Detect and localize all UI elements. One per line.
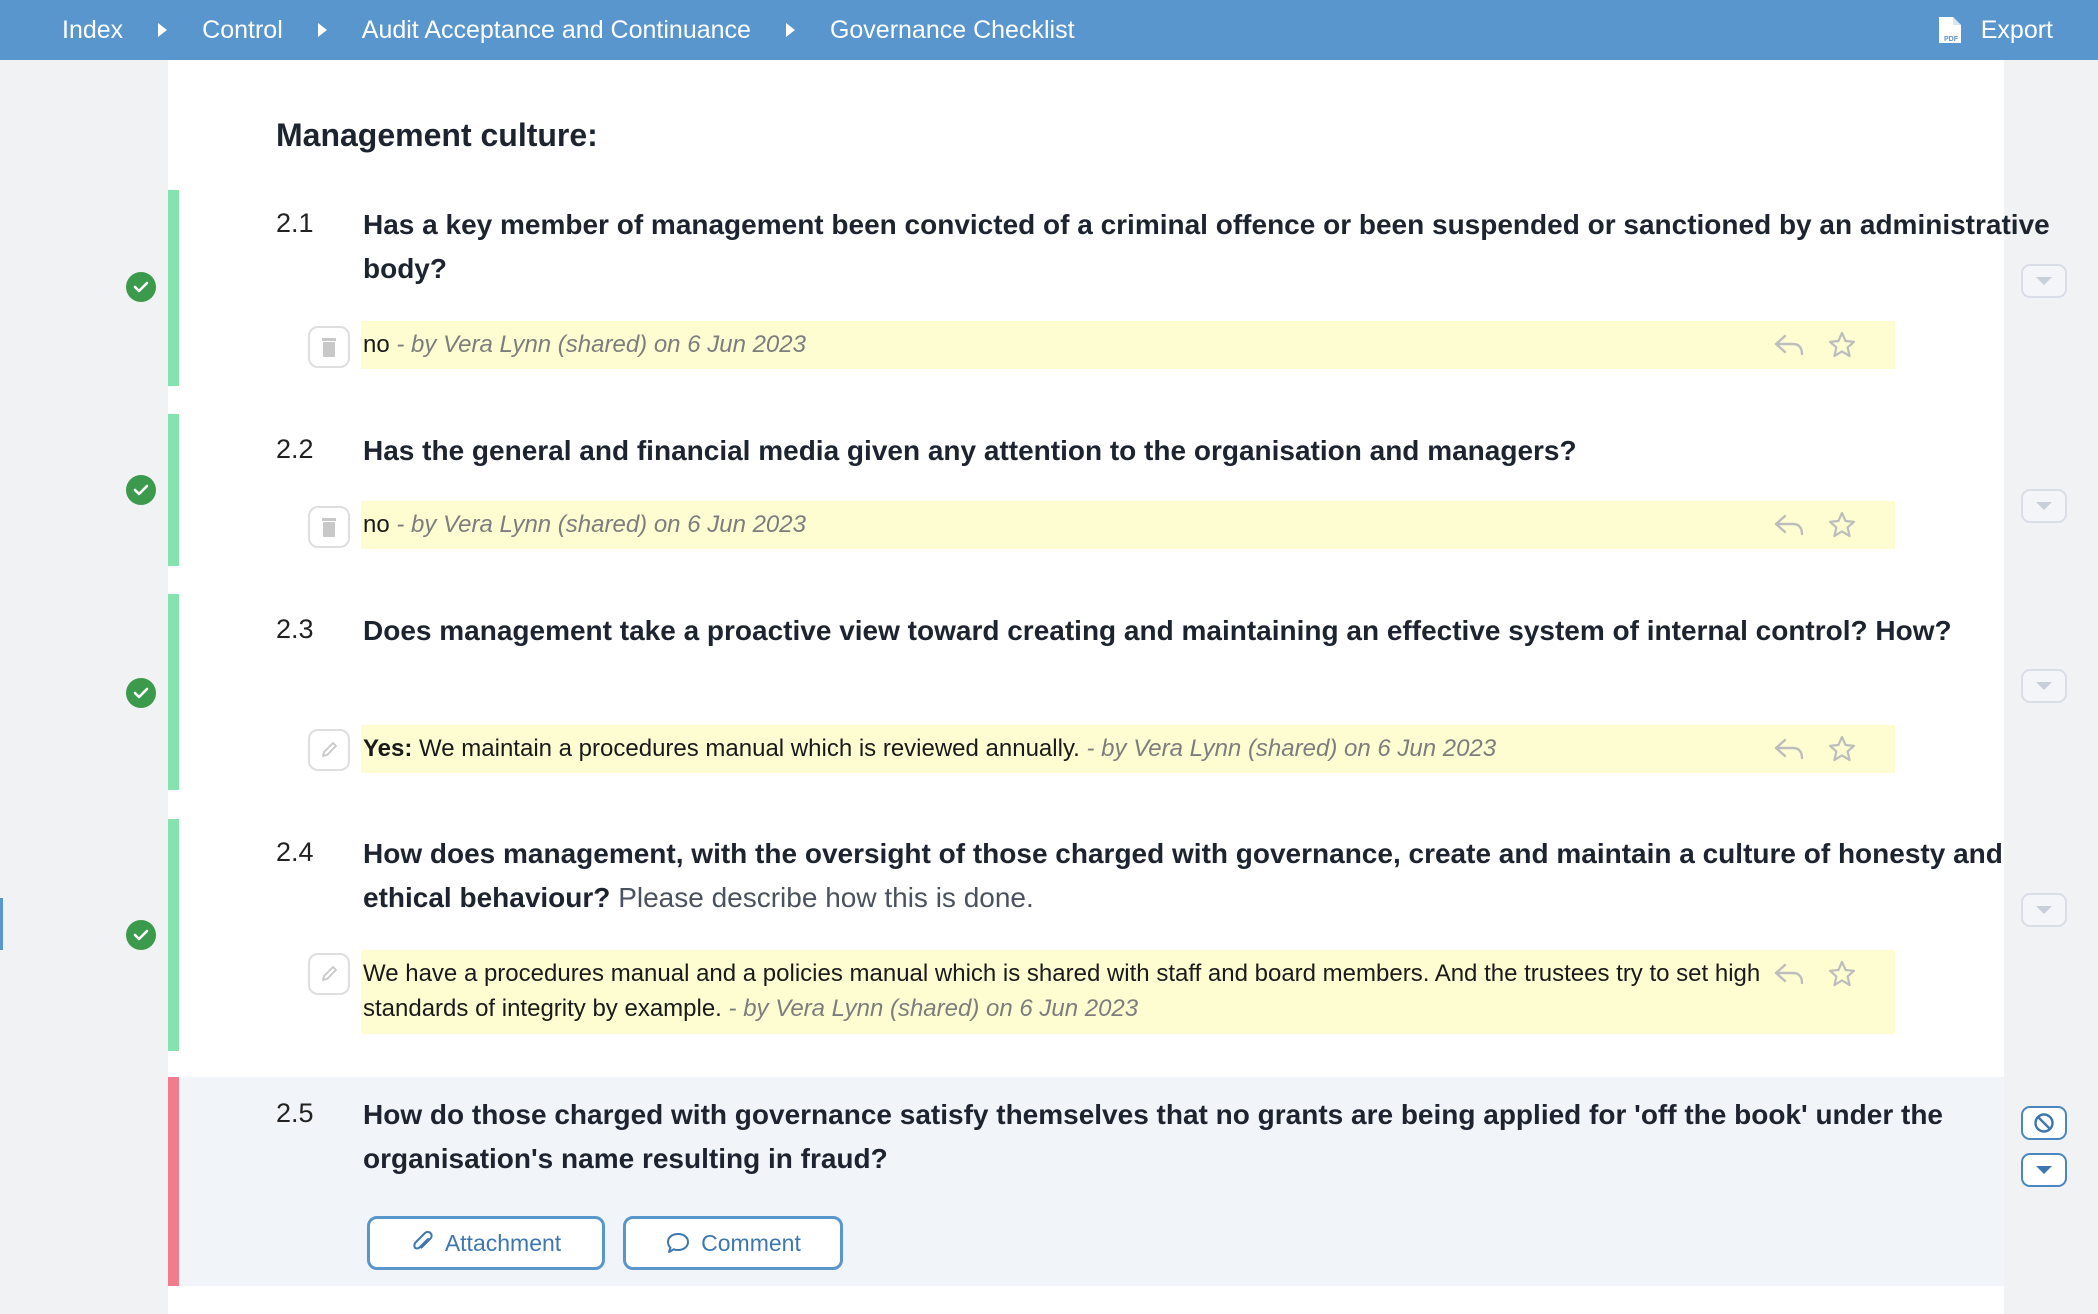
- answer-meta: - by Vera Lynn (shared) on 6 Jun 2023: [396, 331, 806, 358]
- breadcrumb-governance-checklist[interactable]: Governance Checklist: [829, 15, 1075, 44]
- question-text: Has the general and financial media given any attention to the organisation and managers?: [363, 435, 1577, 466]
- expand-toggle-button[interactable]: [2021, 489, 2067, 523]
- svg-text:PDF: PDF: [1943, 36, 1958, 43]
- breadcrumb-audit-acceptance[interactable]: Audit Acceptance and Continuance: [361, 15, 751, 44]
- question-text-main: How does management, with the oversight of those charged with governance, create and maintain a culture of honesty and ethical behaviour?: [363, 838, 2003, 913]
- reply-icon[interactable]: [1773, 736, 1805, 762]
- complete-check-icon: [126, 678, 156, 708]
- delete-answer-button[interactable]: [308, 326, 350, 368]
- status-bar: [168, 190, 179, 386]
- question-2-5: [168, 1077, 2004, 1286]
- pencil-icon: [319, 740, 339, 760]
- reply-icon[interactable]: [1773, 332, 1805, 358]
- answer-actions: [1773, 959, 1857, 989]
- star-icon[interactable]: [1827, 734, 1857, 764]
- question-text: Has a key member of management been convicted of a criminal offence or been suspended or sanctioned by an administrative body?: [363, 209, 2050, 284]
- section-title: Management culture:: [276, 117, 598, 153]
- answer-meta: - by Vera Lynn (shared) on 6 Jun 2023: [1086, 735, 1497, 762]
- star-icon[interactable]: [1827, 330, 1857, 360]
- answer-actions: [1773, 734, 1857, 764]
- answer-value: no: [363, 511, 390, 538]
- reply-icon[interactable]: [1773, 961, 1805, 987]
- answer-box: [361, 950, 1895, 1034]
- chevron-down-icon: [2036, 502, 2052, 510]
- status-bar: [168, 1077, 179, 1286]
- question-number: 2.3: [276, 614, 314, 644]
- chevron-down-icon: [2036, 682, 2052, 690]
- comment-label: Comment: [701, 1229, 801, 1256]
- breadcrumb-separator-icon: [318, 23, 327, 37]
- top-bar: [0, 0, 2098, 60]
- answer-value: no: [363, 331, 390, 358]
- answer-box: [361, 725, 1895, 773]
- paperclip-icon: [411, 1230, 435, 1256]
- answer-actions: [1773, 330, 1857, 360]
- attachment-button[interactable]: [367, 1216, 605, 1270]
- checklist-panel: [168, 60, 2050, 1314]
- question-2-3: [168, 594, 2004, 790]
- question-number: 2.2: [276, 434, 314, 464]
- question-2-2: [168, 414, 2004, 566]
- answer-meta: - by Vera Lynn (shared) on 6 Jun 2023: [396, 511, 806, 538]
- delete-answer-button[interactable]: [308, 506, 350, 548]
- breadcrumb-index[interactable]: Index: [62, 15, 124, 44]
- edit-answer-button[interactable]: [308, 953, 350, 995]
- status-bar: [168, 414, 179, 566]
- question-number: 2.5: [276, 1098, 314, 1128]
- answer-box: [361, 321, 1895, 369]
- export-label: Export: [1980, 15, 2053, 44]
- breadcrumb-separator-icon: [158, 23, 167, 37]
- answer-box: [361, 501, 1895, 549]
- breadcrumb: [0, 0, 1075, 60]
- star-icon[interactable]: [1827, 959, 1857, 989]
- status-bar: [168, 594, 179, 790]
- edit-answer-button[interactable]: [308, 729, 350, 771]
- question-2-1: [168, 190, 2050, 386]
- answer-actions: [1773, 510, 1857, 540]
- question-text: How do those charged with governance satisfy themselves that no grants are being applied for 'off the book' under the organisation's name resulting in fraud?: [363, 1099, 1944, 1174]
- answer-meta: - by Vera Lynn (shared) on 6 Jun 2023: [728, 995, 1139, 1022]
- breadcrumb-separator-icon: [786, 23, 795, 37]
- trash-icon: [321, 516, 337, 538]
- attachment-label: Attachment: [444, 1229, 562, 1256]
- answer-value: We have a procedures manual and a policies manual which is shared with staff and board members. And the trustees try to set high standards of integrity by example.: [363, 960, 1761, 1022]
- export-button[interactable]: [1937, 0, 2053, 60]
- expand-toggle-button[interactable]: [2021, 669, 2067, 703]
- pdf-file-icon: [1937, 15, 1963, 45]
- question-number: 2.1: [276, 208, 314, 238]
- comment-button[interactable]: [623, 1216, 843, 1270]
- question-hint: Please describe how this is done.: [618, 882, 1034, 913]
- question-number: 2.4: [276, 837, 314, 867]
- status-bar: [168, 819, 179, 1051]
- speech-bubble-icon: [665, 1231, 691, 1255]
- complete-check-icon: [126, 475, 156, 505]
- answer-label: Yes:: [363, 735, 413, 762]
- pencil-icon: [319, 964, 339, 984]
- trash-icon: [321, 336, 337, 358]
- question-text: Does management take a proactive view toward creating and maintaining an effective system of internal control? How?: [363, 615, 1952, 646]
- question-text: [363, 832, 2063, 920]
- left-position-marker: [0, 898, 3, 950]
- reply-icon[interactable]: [1773, 512, 1805, 538]
- complete-check-icon: [126, 920, 156, 950]
- star-icon[interactable]: [1827, 510, 1857, 540]
- breadcrumb-control[interactable]: Control: [202, 15, 283, 44]
- answer-value: We maintain a procedures manual which is reviewed annually.: [419, 735, 1080, 762]
- question-2-4: [168, 819, 2004, 1051]
- complete-check-icon: [126, 272, 156, 302]
